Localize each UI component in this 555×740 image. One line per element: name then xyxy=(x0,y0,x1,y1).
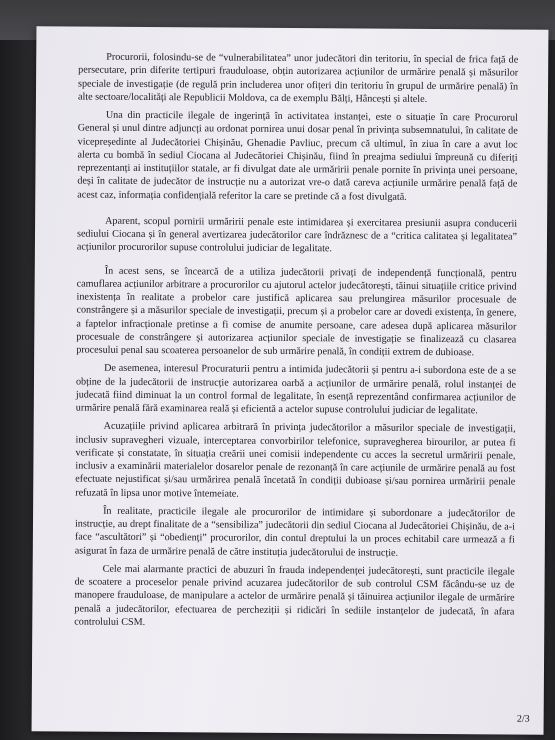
paragraph-3: Aparent, scopul pornirii urmăririi penale este intimidarea și exercitarea presiunii asupra conducerii sediului Ciocana și în general avertizarea judecătorilor care îndrăznesc de a “critica calitatea și legalitatea” acțiunilor procurorilor supuse controlului judiciar de legalitate. xyxy=(76,215,518,255)
paragraph-8: Cele mai alarmante practici de abuzuri în frauda independenței judecătorești, sunt practicile ilegale de scoatere a proceselor penale privind acuzarea judecătorilor de sub controlul CSM făcându-se uz de manopere frauduloase, de manipulare a actelor de urmărire penală și tăinuirea acțiunilor ilegale de urmărire penală a judecătorilor, efectuarea de percheziții și ridicări în sediile instanțelor de judecată, în afara controlului CSM. xyxy=(74,563,515,628)
paragraph-4: În acest sens, se încearcă de a utiliza judecătorii privați de independență funcțională, pentru camuflarea acțiunilor arbitrare a procurorilor cu ajutorul actelor judecătorești, tăinui situațiile critice privind inexistența în realitate a probelor care justifică aplicarea sau prelungirea măsurilor procesuale de constrângere și a măsurilor speciale de investigații, precum și a probelor care ar dovedi existența, în genere, a faptelor infracționale pretinse a fi comise de anumite persoane, care adesea după aplicarea măsurilor procesuale de constrângere și autorizarea acțiunilor speciale de investigație se finalizează cu clasarea procesului penal sau scoaterea persoanelor de sub urmărire penală, în condiții extrem de dubioase. xyxy=(76,265,517,359)
page-number: 2/3 xyxy=(516,713,530,725)
document-body xyxy=(74,51,518,632)
paragraph-1: Procurorii, folosindu-se de “vulnerabilitatea” unor judecători din teritoriu, în special de frica față de persecutare, prin diferite tertipuri frauduloase, obțin autorizarea acțiunilor de urmărire penală și măsurilor speciale de investigație (de regulă prin includerea unor ofițeri din teritoriu în grupul de urmărire penală) în alte sectoare/localități ale Republicii Moldova, ca de exemplu Bălți, Hâncești și altele. xyxy=(77,51,519,105)
document-page xyxy=(32,26,549,735)
paragraph-2: Una din practicile ilegale de ingerință în activitatea instanței, este o situație în care Procurorul General și unul dintre adjuncți au ordonat pornirea unui dosar penal în privința subsemnatului, în calitate de vicepreședinte al Judecătoriei Chișinău, Ghenadie Pavliuc, precum că ultimul, în ziua în care a avut loc alerta cu bombă în sediul Ciocana al Judecătoriei Chișinău, fiind în preajma sediului împreună cu diferiți reprezentanți ai instituțiilor statale, ar fi divulgat date ale urmăririi penale pornite în privința unei persoane, deși în calitate de judecător de instrucție nu a autorizat vre-o dată careva acțiunile urmărire penală față de acest caz, informația confidențială referitor la care se pretinde că a fost divulgată. xyxy=(77,109,518,203)
paragraph-7: În realitate, practicile ilegale ale procurorilor de intimidare și subordonare a judecătorilor de instrucție, au drept finalitate de a “sensibiliza” judecătorii din sediul Ciocana al Judecătoriei Chișinău, de a-i face “ascultători” și “obedienți” procurorilor, din contul dreptului la un proces echitabil care urmează a fi asigurat în faza de urmărire penală de către instituția judecătorului de instrucție. xyxy=(74,505,516,559)
paragraph-6: Acuzațiile privind aplicarea arbitrară în privința judecătorilor a măsurilor speciale de investigații, inclusiv supravegheri vizuale, interceptarea convorbirilor telefonice, supravegherea birourilor, ar putea fi verificate și constatate, în situația creării unei comisii independente cu acces la secretul urmăririi penale, inclusiv a examinării materialelor dosarelor penale de rezonanță în care acțiunile de urmărire penală au fost efectuate nejustificat și/sau urmărirea penală încetată în condiții dubioase și/sau pornirea urmăririi penale refuzată în lipsa unor motive întemeiate. xyxy=(75,420,516,500)
paragraph-5: De asemenea, interesul Procuraturii pentru a intimida judecătorii și pentru a-i subordona este de a se obține de la judecătorii de instrucție autorizarea oarbă a acțiunilor de urmărire penală, rolul instanței de judecată fiind diminuat la un control formal de legalitate, în esență reprezentând confirmarea acțiunilor de urmărire penală fără examinarea reală și eficientă a actelor supuse controlului judiciar de legalitate. xyxy=(75,362,517,417)
